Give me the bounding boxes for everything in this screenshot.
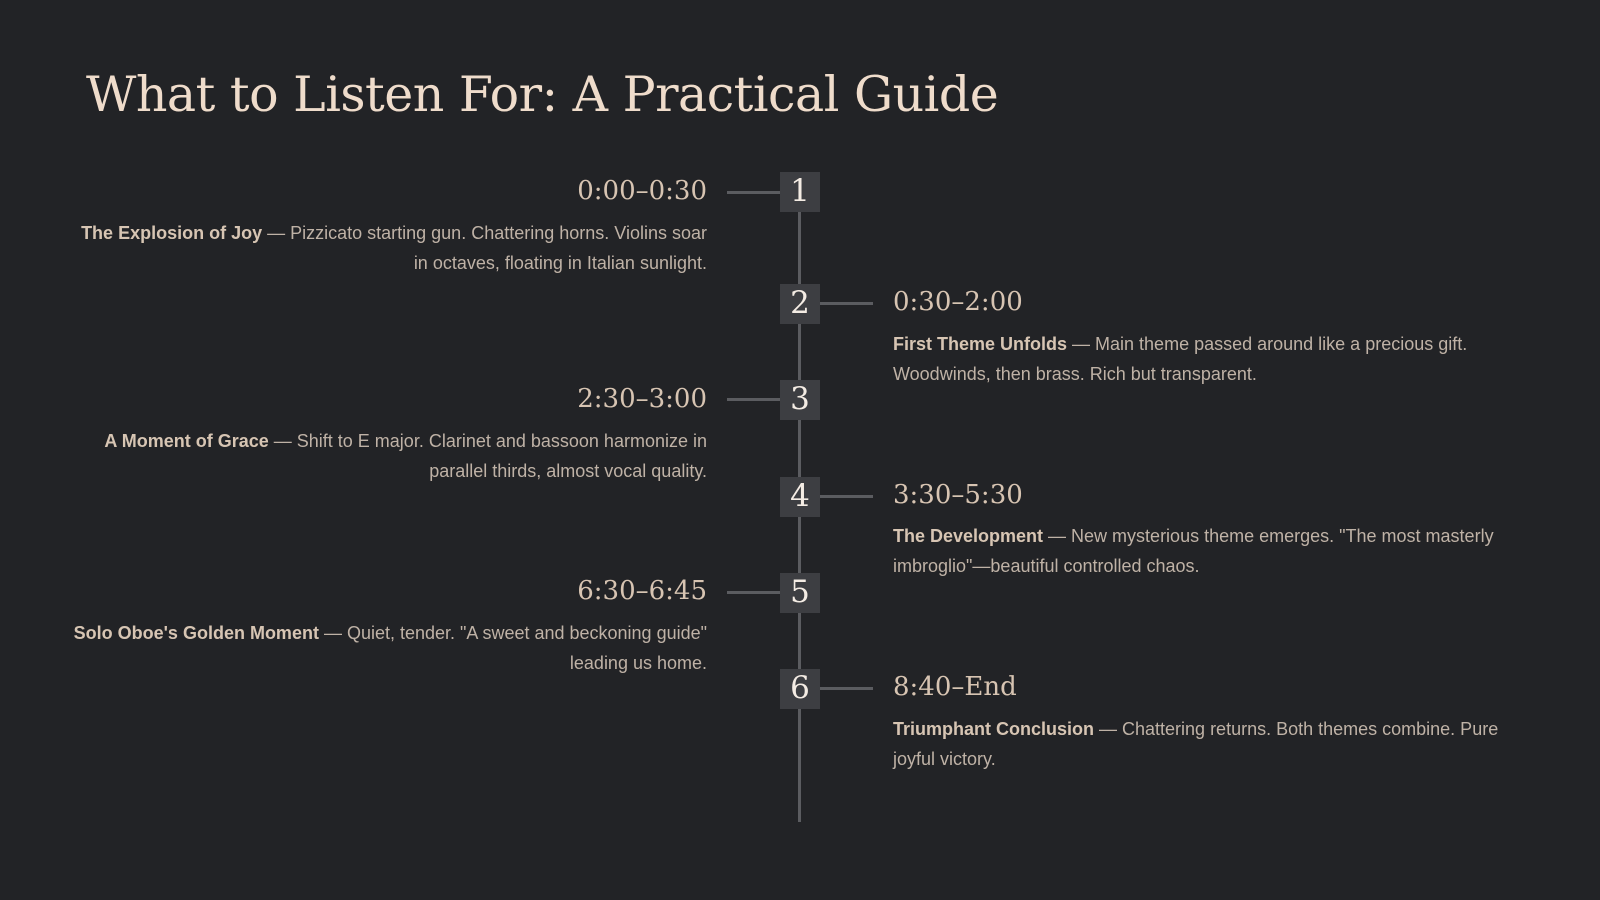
event-name: First Theme Unfolds (893, 334, 1068, 354)
event-connector (820, 495, 873, 498)
event-description (67, 619, 707, 678)
event-text: New mysterious theme emerges. "The most masterly imbroglio"—beautiful controlled chaos. (893, 526, 1494, 576)
event-name: A Moment of Grace (104, 431, 269, 451)
event-description (893, 715, 1513, 774)
event-time-range: 6:30–6:45 (577, 576, 707, 606)
event-name: The Development (893, 526, 1044, 546)
event-description (893, 330, 1513, 389)
event-name: Triumphant Conclusion (893, 719, 1094, 739)
event-name: Solo Oboe's Golden Moment (73, 623, 319, 643)
event-number-marker: 1 (780, 172, 820, 212)
event-number-marker: 4 (780, 477, 820, 517)
event-time-range: 0:30–2:00 (893, 287, 1023, 317)
event-separator: — (268, 431, 297, 451)
event-name: The Explosion of Joy (81, 223, 263, 243)
event-text: Shift to E major. Clarinet and bassoon harmonize in parallel thirds, almost vocal quality. (296, 431, 707, 481)
event-text: Chattering returns. Both themes combine. Pure joyful victory. (893, 719, 1499, 769)
event-description (67, 427, 707, 486)
event-separator: — (262, 223, 291, 243)
event-time-range: 0:00–0:30 (577, 176, 707, 206)
event-text: Quiet, tender. "A sweet and beckoning guide" leading us home. (346, 623, 707, 673)
event-text: Pizzicato starting gun. Chattering horns. Violins soar in octaves, floating in Italian sunlight. (290, 223, 707, 273)
event-connector (727, 191, 780, 194)
event-connector (727, 591, 780, 594)
page-title: What to Listen For: A Practical Guide (86, 66, 999, 123)
event-time-range: 3:30–5:30 (893, 480, 1023, 510)
event-text: Main theme passed around like a precious gift. Woodwinds, then brass. Rich but transparent. (893, 334, 1468, 384)
event-connector (820, 687, 873, 690)
event-connector (820, 302, 873, 305)
event-number-marker: 2 (780, 284, 820, 324)
event-number-marker: 5 (780, 573, 820, 613)
event-separator: — (318, 623, 347, 643)
event-separator: — (1043, 526, 1072, 546)
event-separator: — (1067, 334, 1096, 354)
event-number-marker: 3 (780, 380, 820, 420)
event-time-range: 8:40–End (893, 672, 1017, 702)
event-number-marker: 6 (780, 669, 820, 709)
event-description (893, 522, 1513, 581)
event-time-range: 2:30–3:00 (577, 384, 707, 414)
event-description (67, 219, 707, 278)
event-connector (727, 398, 780, 401)
event-separator: — (1094, 719, 1123, 739)
